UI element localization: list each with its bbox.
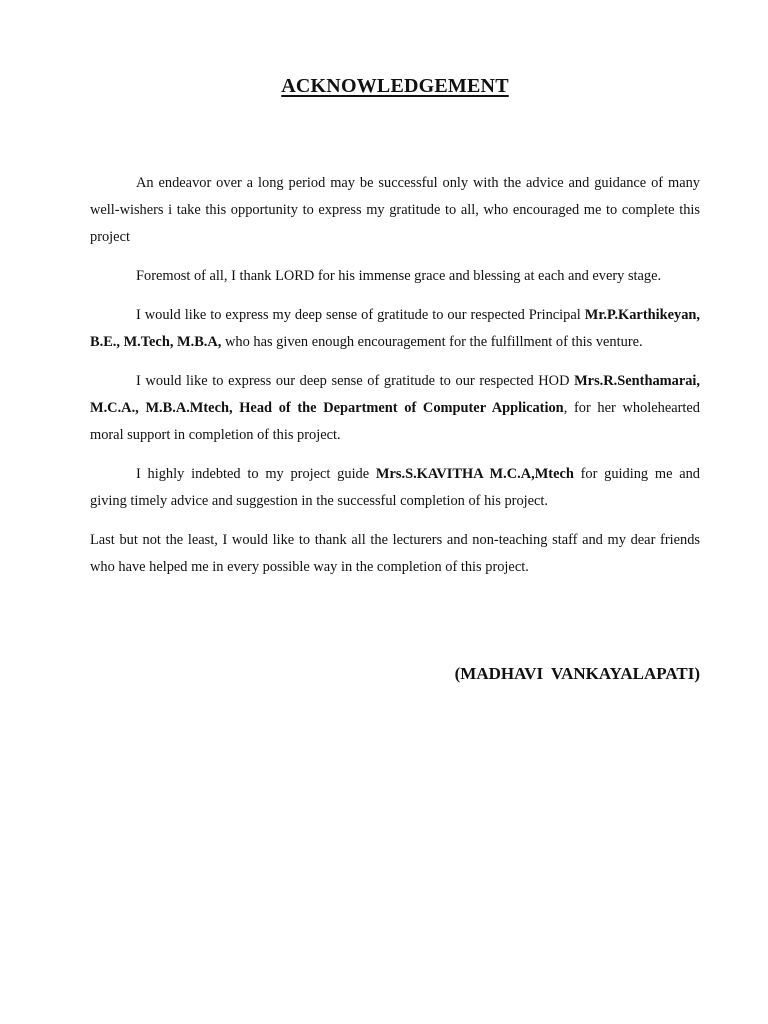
paragraph-principal <box>90 302 700 356</box>
paragraph-text: Last but not the least, I would like to thank all the lecturers and non-teaching staff and my dear friends who have helped me in every possible way in the completion of this project. <box>90 532 700 576</box>
page-title: ACKNOWLEDGEMENT <box>281 75 509 97</box>
principal-name: Mr.P.Karthikeyan, B.E., M.Tech, M.B.A, <box>90 307 700 350</box>
paragraph-text: for guiding me and giving timely advice and suggestion in the successful completion of his project. <box>90 466 700 509</box>
paragraph-text: I would like to express my deep sense of gratitude to our respected Principal <box>136 307 585 324</box>
acknowledgement-body <box>90 170 700 593</box>
paragraph-text: I would like to express our deep sense of gratitude to our respected HOD <box>136 373 575 390</box>
paragraph-closing <box>90 527 700 581</box>
document-page <box>90 0 700 1024</box>
hod-name: Mrs.R.Senthamarai, M.C.A., M.B.A.Mtech, Head of the Department of Computer Application <box>90 373 700 417</box>
signature-name: (MADHAVI VANKAYALAPATI) <box>454 664 700 683</box>
paragraph-guide <box>90 461 700 515</box>
paragraph-text: I highly indebted to my project guide <box>136 466 376 483</box>
paragraph-text: An endeavor over a long period may be successful only with the advice and guidance of many well-wishers i take this opportunity to express my gratitude to all, who encouraged me to complete this project <box>90 175 700 245</box>
paragraph-thanks-lord <box>90 263 700 290</box>
paragraph-intro <box>90 170 700 250</box>
paragraph-text: Foremost of all, I thank LORD for his immense grace and blessing at each and every stage. <box>136 267 662 284</box>
guide-name: Mrs.S.KAVITHA M.C.A,Mtech <box>375 466 574 483</box>
paragraph-text: , for her wholehearted moral support in completion of this project. <box>90 400 701 443</box>
paragraph-text: who has given enough encouragement for the fulfillment of this venture. <box>221 333 643 350</box>
paragraph-hod <box>90 368 700 448</box>
